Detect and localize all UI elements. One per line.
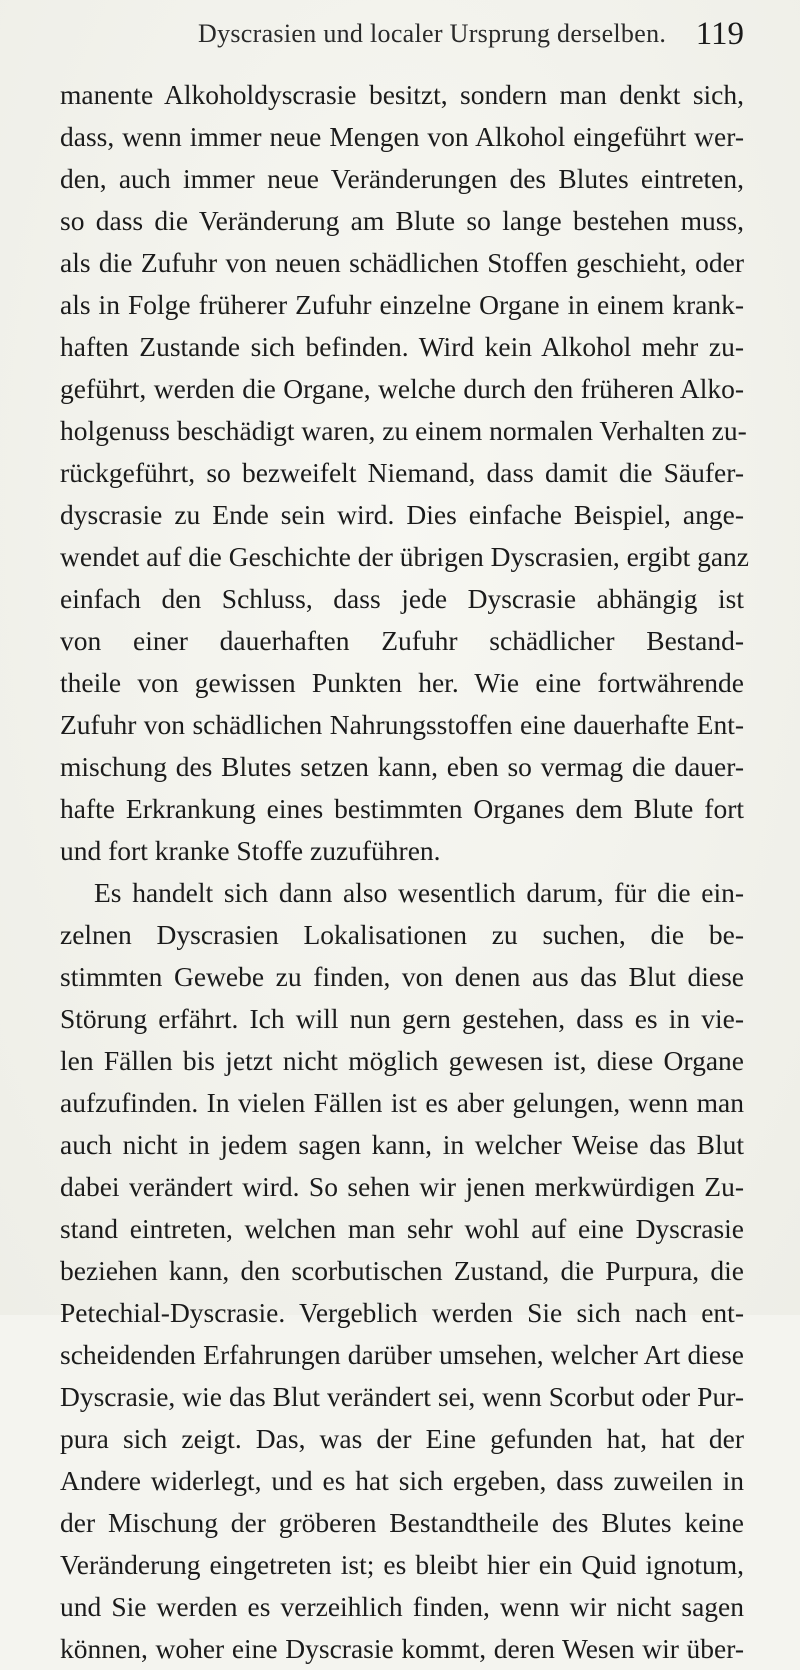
text-line: können, woher eine Dyscrasie kommt, deren Wesen wir über- [60, 1633, 744, 1664]
text-line: Zufuhr von schädlichen Nahrungsstoffen eine dauerhafte Ent- [60, 709, 744, 740]
text-line: Veränderung eingetreten ist; es bleibt hier ein Quid ignotum, [60, 1549, 744, 1580]
text-line: Dyscrasie, wie das Blut verändert sei, wenn Scorbut oder Pur- [60, 1381, 744, 1412]
text-line: hafte Erkrankung eines bestimmten Organes dem Blute fort [60, 793, 744, 824]
text-line: mischung des Blutes setzen kann, eben so vermag die dauer- [60, 751, 744, 782]
text-line: holgenuss beschädigt waren, zu einem normalen Verhalten zu- [60, 415, 747, 446]
text-line: haften Zustande sich befinden. Wird kein Alkohol mehr zu- [60, 331, 744, 362]
text-line: scheidenden Erfahrungen darüber umsehen, welcher Art diese [60, 1339, 744, 1370]
text-line: len Fällen bis jetzt nicht möglich gewesen ist, diese Organe [60, 1045, 744, 1076]
text-line: Störung erfährt. Ich will nun gern gestehen, dass es in vie- [60, 1003, 744, 1034]
text-line: wendet auf die Geschichte der übrigen Dyscrasien, ergibt ganz [60, 541, 750, 572]
text-line: Petechial-Dyscrasie. Vergeblich werden Sie sich nach ent- [60, 1297, 744, 1328]
text-line: dabei verändert wird. So sehen wir jenen merkwürdigen Zu- [60, 1171, 744, 1202]
text-line: beziehen kann, den scorbutischen Zustand, die Purpura, die [60, 1255, 744, 1286]
text-line: geführt, werden die Organe, welche durch den früheren Alko- [60, 373, 744, 404]
text-line: stimmten Gewebe zu finden, von denen aus das Blut diese [60, 961, 744, 992]
text-line: den, auch immer neue Veränderungen des Blutes eintreten, [60, 163, 744, 194]
text-line: einfach den Schluss, dass jede Dyscrasie abhängig ist [60, 583, 744, 614]
text-line: auch nicht in jedem sagen kann, in welcher Weise das Blut [60, 1129, 744, 1160]
text-line: zelnen Dyscrasien Lokalisationen zu suchen, die be- [60, 919, 744, 950]
text-line: dyscrasie zu Ende sein wird. Dies einfache Beispiel, ange- [60, 499, 744, 530]
running-head: Dyscrasien und localer Ursprung derselben. [198, 19, 667, 48]
text-line: der Mischung der gröberen Bestandtheile des Blutes keine [60, 1507, 744, 1538]
text-line: und Sie werden es verzeihlich finden, wenn wir nicht sagen [60, 1591, 744, 1622]
text-line: aufzufinden. In vielen Fällen ist es aber gelungen, wenn man [60, 1087, 744, 1118]
page-header [60, 16, 744, 52]
text-line: pura sich zeigt. Das, was der Eine gefunden hat, hat der [60, 1423, 744, 1454]
text-line: dass, wenn immer neue Mengen von Alkohol eingeführt wer- [60, 121, 744, 152]
text-line-paragraph-start: Es handelt sich dann also wesentlich darum, für die ein- [94, 877, 744, 908]
text-line: als die Zufuhr von neuen schädlichen Stoffen geschieht, oder [60, 247, 744, 278]
text-line: als in Folge früherer Zufuhr einzelne Organe in einem krank- [60, 289, 744, 320]
text-line: von einer dauerhaften Zufuhr schädlicher Bestand- [60, 625, 744, 656]
text-line: theile von gewissen Punkten her. Wie eine fortwährende [60, 667, 744, 698]
text-line: so dass die Veränderung am Blute so lange bestehen muss, [60, 205, 744, 236]
body-text [60, 74, 750, 1670]
page-number: 119 [695, 16, 744, 52]
text-line: manente Alkoholdyscrasie besitzt, sondern man denkt sich, [60, 79, 744, 110]
text-line: rückgeführt, so bezweifelt Niemand, dass damit die Säufer- [60, 457, 744, 488]
text-line-paragraph-end: und fort kranke Stoffe zuzuführen. [60, 835, 441, 866]
text-line: stand eintreten, welchen man sehr wohl auf eine Dyscrasie [60, 1213, 744, 1244]
text-line: Andere widerlegt, und es hat sich ergeben, dass zuweilen in [60, 1465, 744, 1496]
